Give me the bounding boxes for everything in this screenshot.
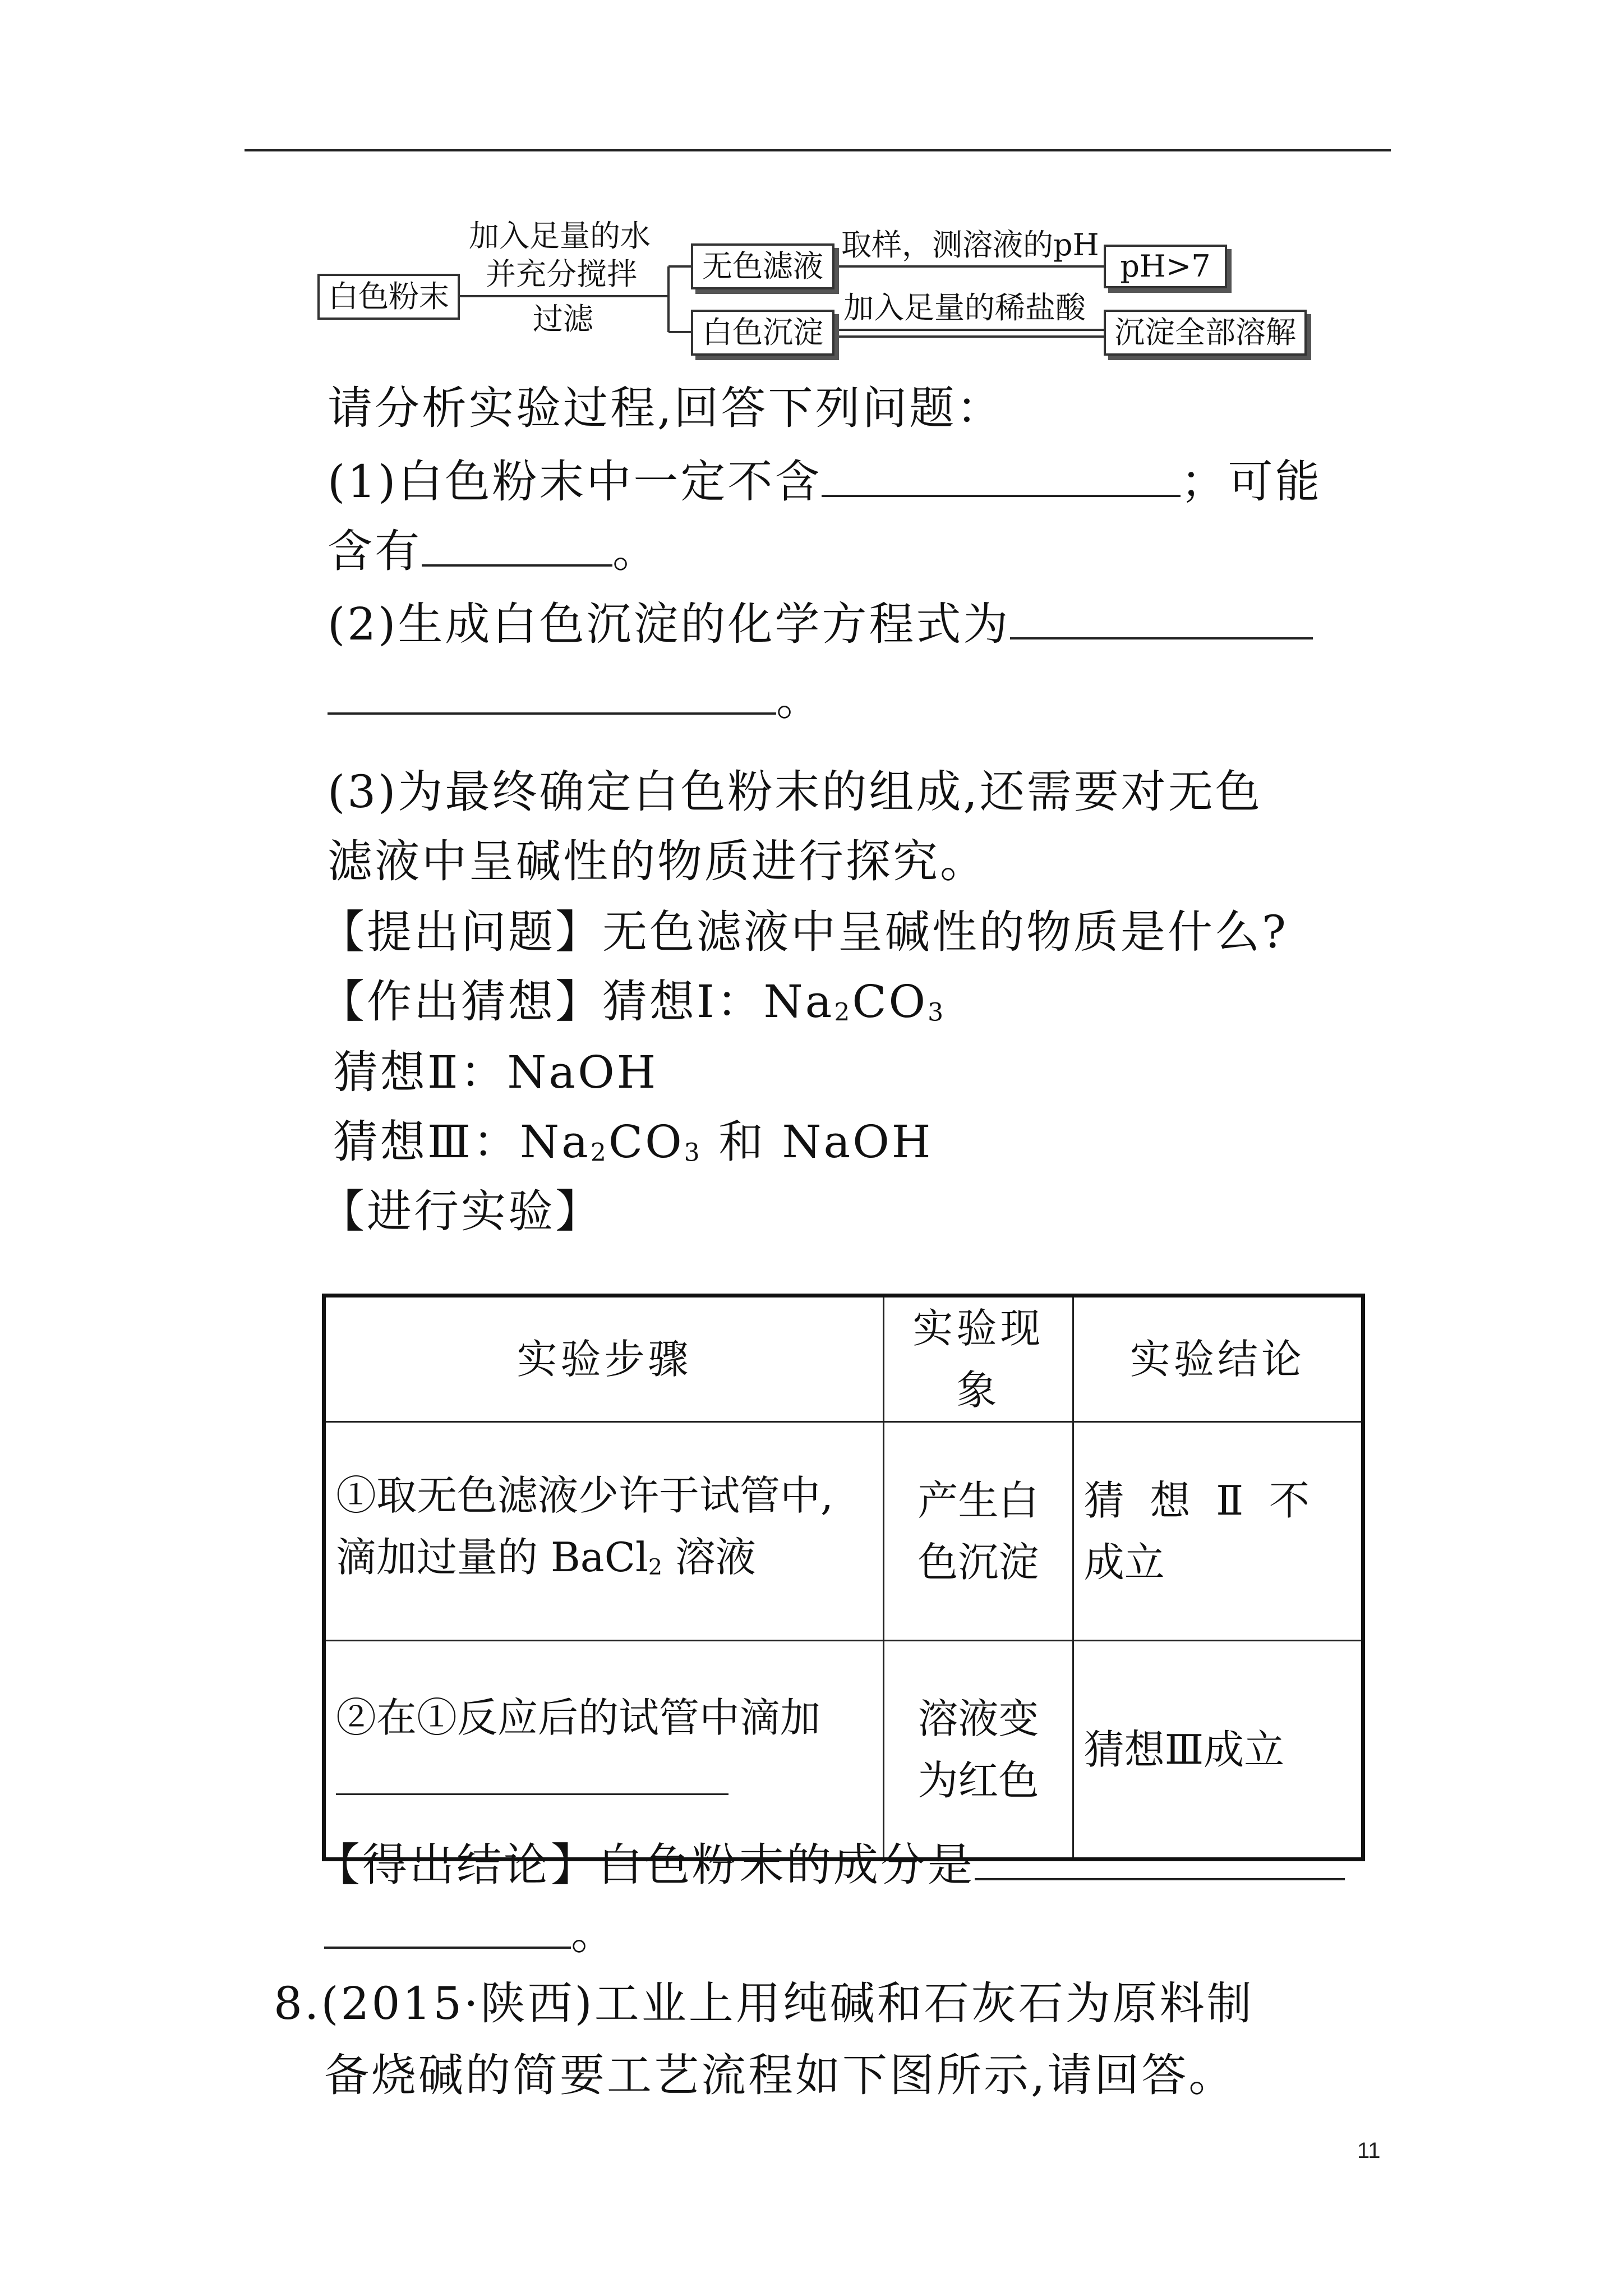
ph-result-box	[1104, 245, 1227, 288]
question-1-line2	[328, 525, 660, 577]
q2-blank-2[interactable]	[328, 673, 776, 715]
filtrate-step-label: 取样，测溶液的pH	[841, 227, 1099, 263]
q1-blank-1[interactable]	[822, 455, 1181, 497]
q2-blank-1[interactable]	[1010, 598, 1313, 639]
q1-text: (1)白色粉末中一定不含	[328, 455, 822, 508]
filtrate-label: 无色滤液	[702, 249, 823, 284]
row1-step-sub: 2	[648, 1554, 663, 1580]
guess1-formula-b: CO	[852, 976, 928, 1028]
row2-phen-line2: 为红色	[917, 1756, 1039, 1804]
guess1-label: 猜想Ⅰ：	[602, 976, 764, 1028]
precipitate-box	[691, 310, 834, 356]
guess3-formula-b: CO	[608, 1116, 684, 1168]
conclusion-text: 白色粉末的成分是	[598, 1839, 975, 1891]
header-phenomenon: 实验现象	[883, 1296, 1073, 1422]
row1-conc-line2: 成立	[1083, 1538, 1165, 1586]
white-powder-label: 白色粉末	[328, 279, 449, 314]
question-2-line2	[328, 673, 823, 725]
row1-step-text-2: 溶液	[662, 1533, 756, 1581]
row1-conclusion	[1073, 1422, 1363, 1641]
guess-1	[320, 976, 946, 1028]
guess3-formula-a: Na	[520, 1116, 591, 1168]
ask-question	[320, 906, 1288, 958]
question-8-line1: 8.(2015·陕西)工业上用纯碱和石灰石为原料制	[274, 1977, 1254, 2030]
conclusion-line1	[315, 1839, 1345, 1891]
q2-end: 。	[776, 673, 823, 725]
dissolved-result-box	[1104, 310, 1307, 356]
guess3-sub2: 3	[684, 1138, 702, 1167]
conclusion-line2	[324, 1907, 618, 1959]
question-1-line1	[328, 455, 1322, 508]
step-add-water-label: 加入足量的水	[469, 218, 651, 254]
ph-result-label: pH>7	[1120, 249, 1211, 284]
conclusion-blank-2[interactable]	[324, 1907, 571, 1949]
guess-2: 猜想Ⅱ：NaOH	[333, 1046, 658, 1098]
row1-conc-line1: 猜 想 Ⅱ 不	[1083, 1476, 1310, 1524]
dissolved-result-label: 沉淀全部溶解	[1114, 315, 1296, 350]
row2-step-blank[interactable]	[336, 1749, 728, 1795]
question-8-line2: 备烧碱的简要工艺流程如下图所示,请回答。	[324, 2049, 1236, 2101]
row2-phenomenon	[883, 1641, 1073, 1860]
table-row	[324, 1422, 1363, 1641]
step-filter-label: 过滤	[533, 301, 593, 337]
ask-text: 无色滤液中呈碱性的物质是什么?	[602, 906, 1288, 958]
row1-phenomenon	[883, 1422, 1073, 1641]
header-conclusion: 实验结论	[1073, 1296, 1363, 1422]
row1-phen-line2: 色沉淀	[917, 1538, 1039, 1586]
row2-phen-line1: 溶液变	[917, 1695, 1039, 1742]
guess3-label: 猜想Ⅲ：	[333, 1116, 520, 1168]
q1-end: 。	[612, 525, 660, 577]
row2-step	[324, 1641, 884, 1860]
row1-step-line2	[336, 1526, 873, 1598]
step-stir-label: 并充分搅拌	[486, 256, 637, 292]
conclusion-blank-1[interactable]	[975, 1839, 1345, 1880]
guess1-sub2: 3	[928, 998, 946, 1027]
experiment-table	[322, 1294, 1365, 1861]
row1-step-line1: ①取无色滤液少许于试管中,	[336, 1471, 833, 1519]
page-number: 11	[1357, 2138, 1381, 2163]
white-powder-box	[317, 274, 460, 320]
row1-step-text: 滴加过量的 BaCl	[336, 1533, 648, 1581]
row2-step-line1: ②在①反应后的试管中滴加	[336, 1694, 821, 1741]
question-3-line1: (3)为最终确定白色粉末的组成,还需要对无色	[328, 766, 1262, 818]
row1-phen-line1: 产生白	[917, 1476, 1039, 1524]
precipitate-step-label: 加入足量的稀盐酸	[843, 290, 1086, 325]
conclusion-end: 。	[571, 1907, 618, 1959]
conclusion-tag: 【得出结论】	[315, 1839, 598, 1891]
flow-diagram	[0, 0, 1623, 393]
ask-tag: 【提出问题】	[320, 906, 602, 958]
question-2-line1	[328, 598, 1313, 650]
table-row	[324, 1641, 1363, 1860]
header-step: 实验步骤	[324, 1296, 884, 1422]
intro-text: 请分析实验过程,回答下列问题：	[328, 382, 1004, 434]
precipitate-label: 白色沉淀	[702, 315, 823, 350]
row2-conclusion: 猜想Ⅲ成立	[1073, 1641, 1363, 1860]
guess3-formula-c: 和 NaOH	[702, 1116, 933, 1168]
question-3-line2: 滤液中呈碱性的物质进行探究。	[328, 835, 987, 887]
experiment-tag: 【进行实验】	[320, 1185, 602, 1237]
guess-3	[333, 1116, 933, 1168]
filtrate-box	[691, 243, 834, 289]
q1-text-2: ；可能	[1181, 455, 1322, 508]
row1-step	[324, 1422, 884, 1641]
guess1-sub1: 2	[834, 998, 852, 1027]
guess-tag: 【作出猜想】	[320, 976, 602, 1028]
q2-text: (2)生成白色沉淀的化学方程式为	[328, 598, 1011, 650]
guess3-sub1: 2	[590, 1138, 608, 1167]
q1-text-3: 含有	[328, 525, 422, 577]
guess1-formula-a: Na	[763, 976, 834, 1028]
table-header-row	[324, 1296, 1363, 1422]
q1-blank-2[interactable]	[422, 525, 612, 567]
